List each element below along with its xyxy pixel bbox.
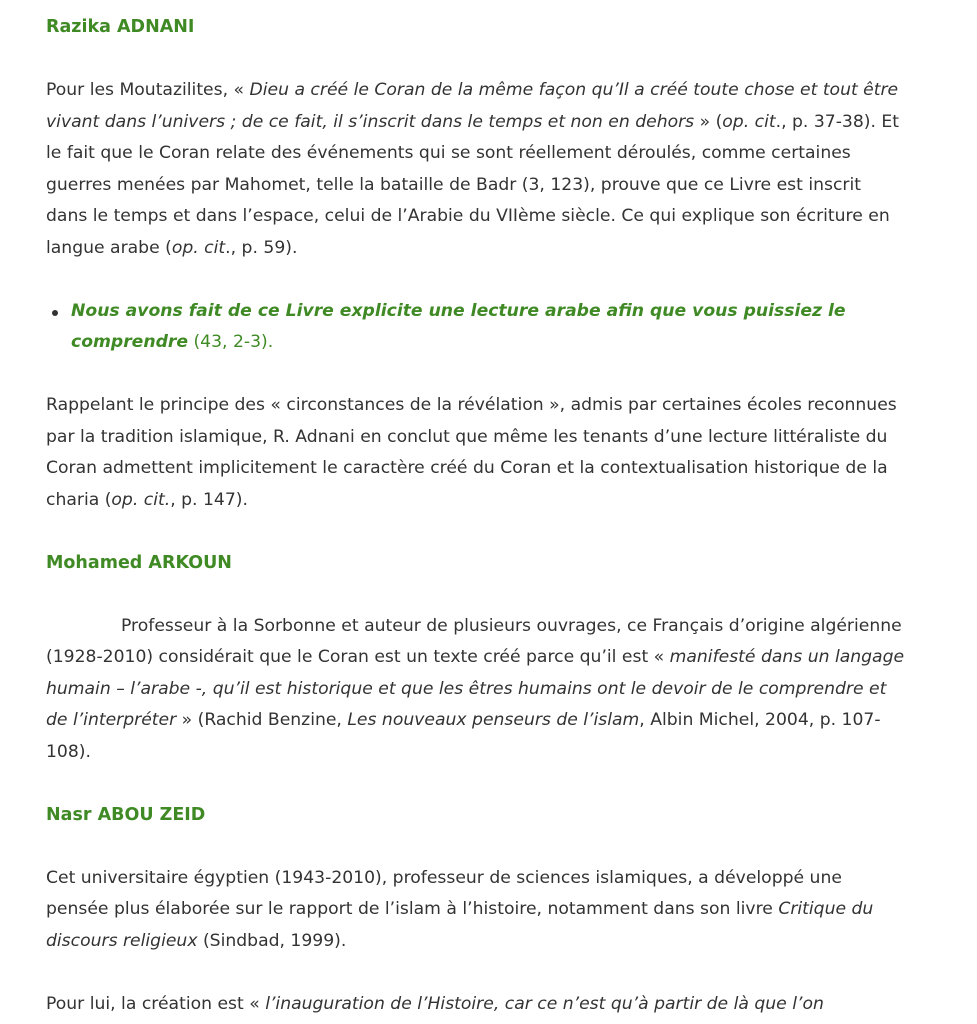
quran-verse-item <box>71 296 906 359</box>
section-heading-abouzeid: Nasr ABOU ZEID <box>46 804 206 825</box>
quran-verse-list <box>46 296 906 359</box>
paragraph-arkoun-1: Professeur à la Sorbonne et auteur de plusieurs ouvrages, ce Français d’origine algérienne (1928-2010) considérait que le Coran est un texte créé parce qu’il est « manifesté dans un langage humain – l’arabe -, qu’il est historique et que les êtres humains ont le devoir de le comprendre et de l’interpréter » (Rachid Benzine, Les nouveaux penseurs de l’islam, Albin Michel, 2004, p. 107-108). <box>46 615 905 762</box>
paragraph-adnani-2: Rappelant le principe des « circonstances de la révélation », admis par certaines écoles reconnues par la tradition islamique, R. Adnani en conclut que même les tenants d’une lecture littéraliste du Coran admettent implicitement le caractère créé du Coran et la contextualisation historique de la charia (op. cit., p. 147). <box>46 395 897 510</box>
quran-verse-text: Nous avons fait de ce Livre explicite une lecture arabe afin que vous puissiez le comprendre <box>71 300 846 352</box>
quran-verse-reference: (43, 2-3). <box>188 332 274 352</box>
section-heading-arkoun: Mohamed ARKOUN <box>46 552 232 573</box>
paragraph-abouzeid-1: Cet universitaire égyptien (1943-2010), professeur de sciences islamiques, a développé une pensée plus élaborée sur le rapport de l’islam à l’histoire, notamment dans son livre Critique du discours religieux (Sindbad, 1999). <box>46 867 874 951</box>
paragraph-adnani-1: Pour les Moutazilites, « Dieu a créé le Coran de la même façon qu’Il a créé toute chose et tout être vivant dans l’univers ; de ce fait, il s’inscrit dans le temps et non en dehors » (op. cit., p. 37-38). Et le fait que le Coran relate des événements qui se sont réellement déroulés, comme certaines guerres menées par Mahomet, telle la bataille de Badr (3, 123), prouve que ce Livre est inscrit dans le temps et dans l’espace, celui de l’Arabie du VIIème siècle. Ce qui explique son écriture en langue arabe (op. cit., p. 59). <box>46 80 900 258</box>
paragraph-abouzeid-2: Pour lui, la création est « l’inauguration de l’Histoire, car ce n’est qu’à partir de là que l’on <box>46 993 824 1014</box>
article-body <box>46 0 906 1020</box>
section-heading-adnani: Razika ADNANI <box>46 17 195 37</box>
